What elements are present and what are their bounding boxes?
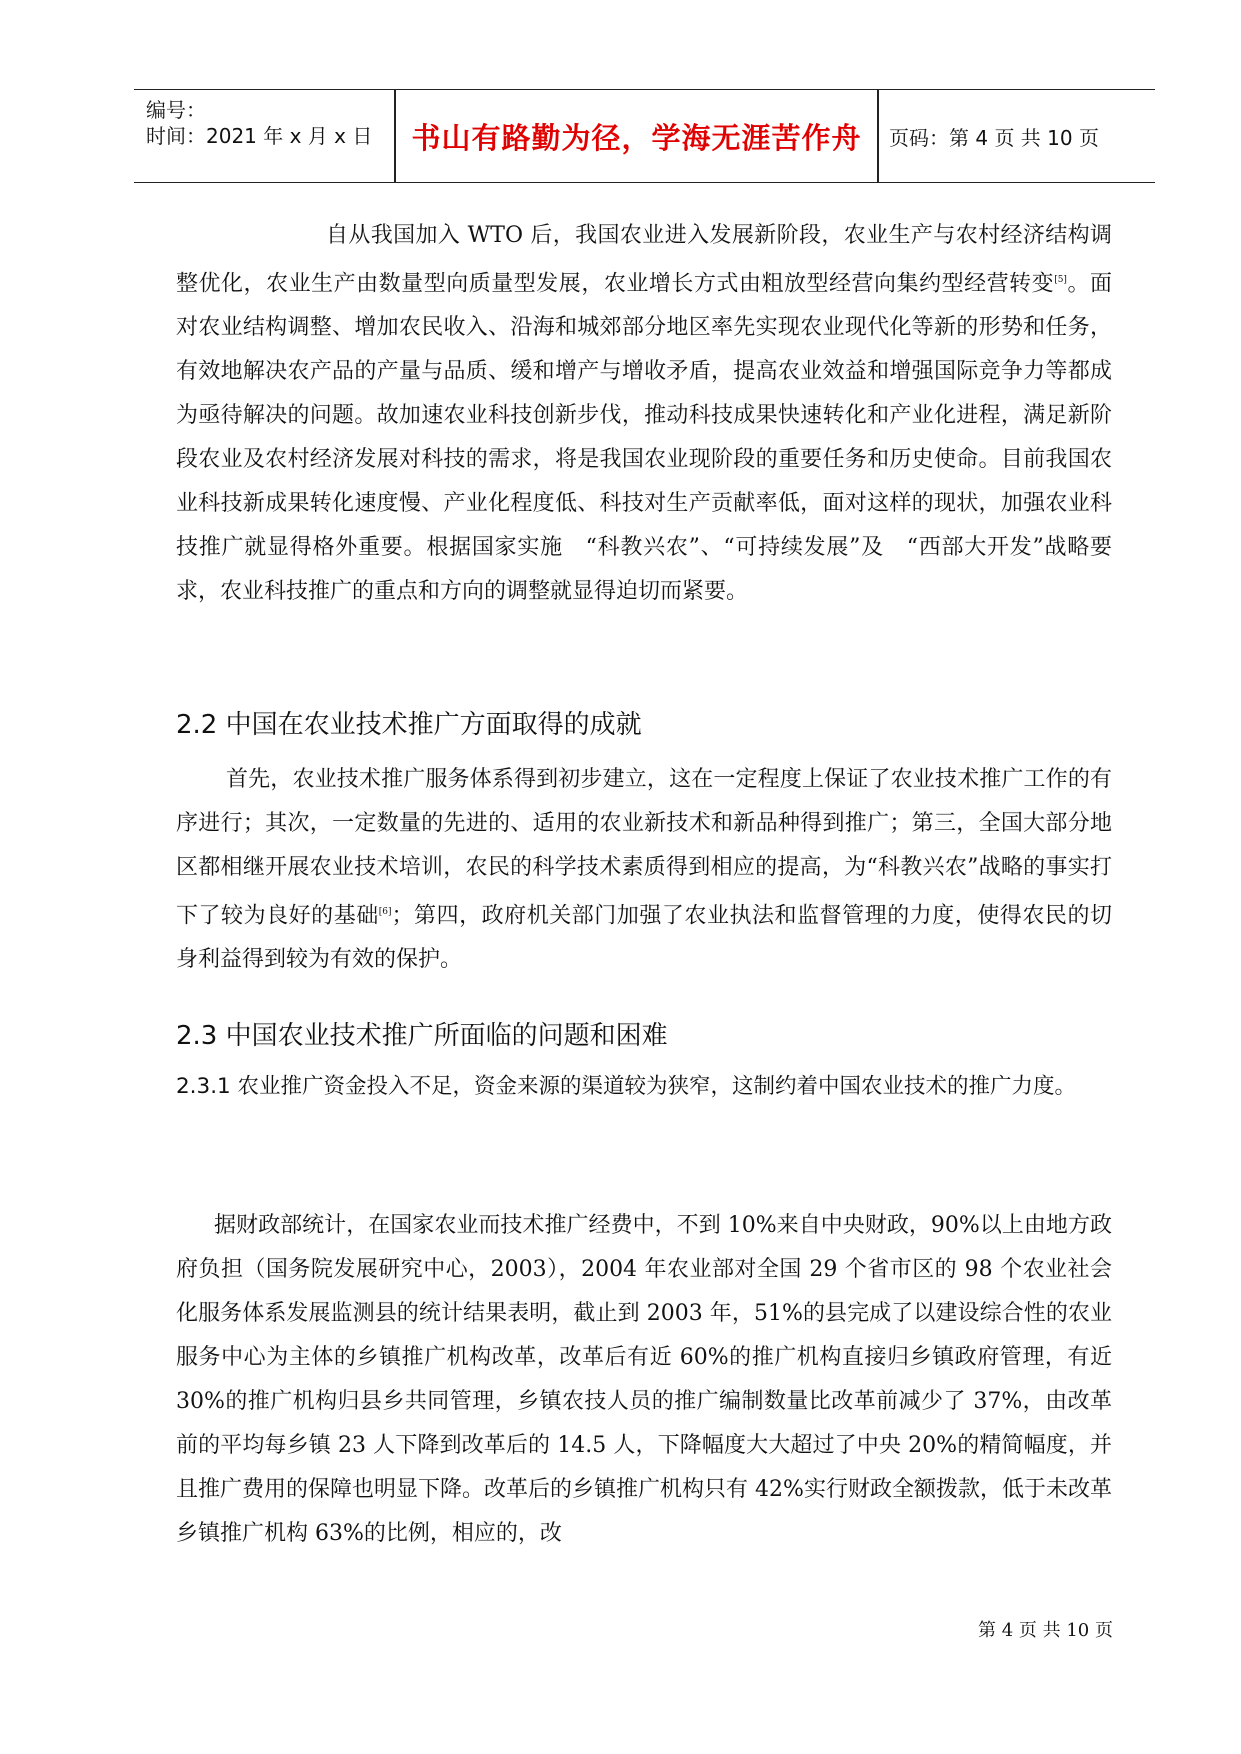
section-heading: 2.2 中国在农业技术推广方面取得的成就 <box>176 710 642 740</box>
citation-ref: [6] <box>378 907 392 917</box>
header-motto: 书山有路勤为径，学海无涯苦作舟 <box>411 120 862 155</box>
section-heading: 2.3 中国农业技术推广所面临的问题和困难 <box>176 1021 668 1051</box>
paragraph: 首先，农业技术推广服务体系得到初步建立，这在一定程度上保证了农业技术推广工作的有序进行；其次，一定数量的先进的、适用的农业新技术和新品种得到推广；第三，全国大部分地区都相继开展农业技术培训，农民的科学技术素质得到相应的提高，为“科教兴农”战略的事实打下了较为良好的基础[6]；第四，政府机关部门加强了农业执法和监督管理的力度，使得农民的切身利益得到较为有效的保护。 <box>176 767 1112 973</box>
doc-date: 时间：2021 年 x 月 x 日 <box>146 124 373 148</box>
paragraph: 据财政部统计，在国家农业而技术推广经费中，不到 10%来自中央财政，90%以上由地方政府负担（国务院发展研究中心，2003），2004 年农业部对全国 29 个省市区的 98 个农业社会化服务体系发展监测县的统计结果表明，截止到 2003 年，51%的县完成了以建设综合性的农业服务中心为主体的乡镇推广机构改革，改革后有近 60%的推广机构直接归乡镇政府管理，有近 30%的推广机构归县乡共同管理，乡镇农技人员的推广编制数量比改革前减少了 37%，由改革前的平均每乡镇 23 人下降到改革后的 14.5 人，下降幅度大大超过了中央 20%的精简幅度，并且推广费用的保障也明显下降。改革后的乡镇推广机构只有 42%实行财政全额拨款，低于未改革乡镇推广机构 63%的比例，相应的，改 <box>176 1213 1112 1546</box>
header-divider <box>877 90 879 182</box>
header-meta <box>134 90 394 182</box>
page-footer: 第 4 页 共 10 页 <box>978 1620 1113 1641</box>
paragraph: 自从我国加入 WTO 后，我国农业进入发展新阶段，农业生产与农村经济结构调整优化，农业生产由数量型向质量型发展，农业增长方式由粗放型经营向集约型经营转变[5]。面对农业结构调整、增加农民收入、沿海和城郊部分地区率先实现农业现代化等新的形势和任务，有效地解决农产品的产量与品质、缓和增产与增收矛盾，提高农业效益和增强国际竞争力等都成为亟待解决的问题。故加速农业科技创新步伐，推动科技成果快速转化和产业化进程，满足新阶段农业及农村经济发展对科技的需求，将是我国农业现阶段的重要任务和历史使命。目前我国农业科技新成果转化速度慢、产业化程度低、科技对生产贡献率低，面对这样的现状，加强农业科技推广就显得格外重要。根据国家实施 “科教兴农”、“可持续发展”及 “西部大开发”战略要求，农业科技推广的重点和方向的调整就显得迫切而紧要。 <box>176 223 1112 605</box>
citation-ref: [5] <box>1054 275 1067 285</box>
header-page-number: 页码：第 4 页 共 10 页 <box>889 125 1099 150</box>
subsection-heading: 2.3.1 农业推广资金投入不足，资金来源的渠道较为狭窄，这制约着中国农业技术的推广力度。 <box>176 1074 1077 1099</box>
doc-number: 编号： <box>146 98 206 122</box>
page-header <box>134 89 1155 183</box>
